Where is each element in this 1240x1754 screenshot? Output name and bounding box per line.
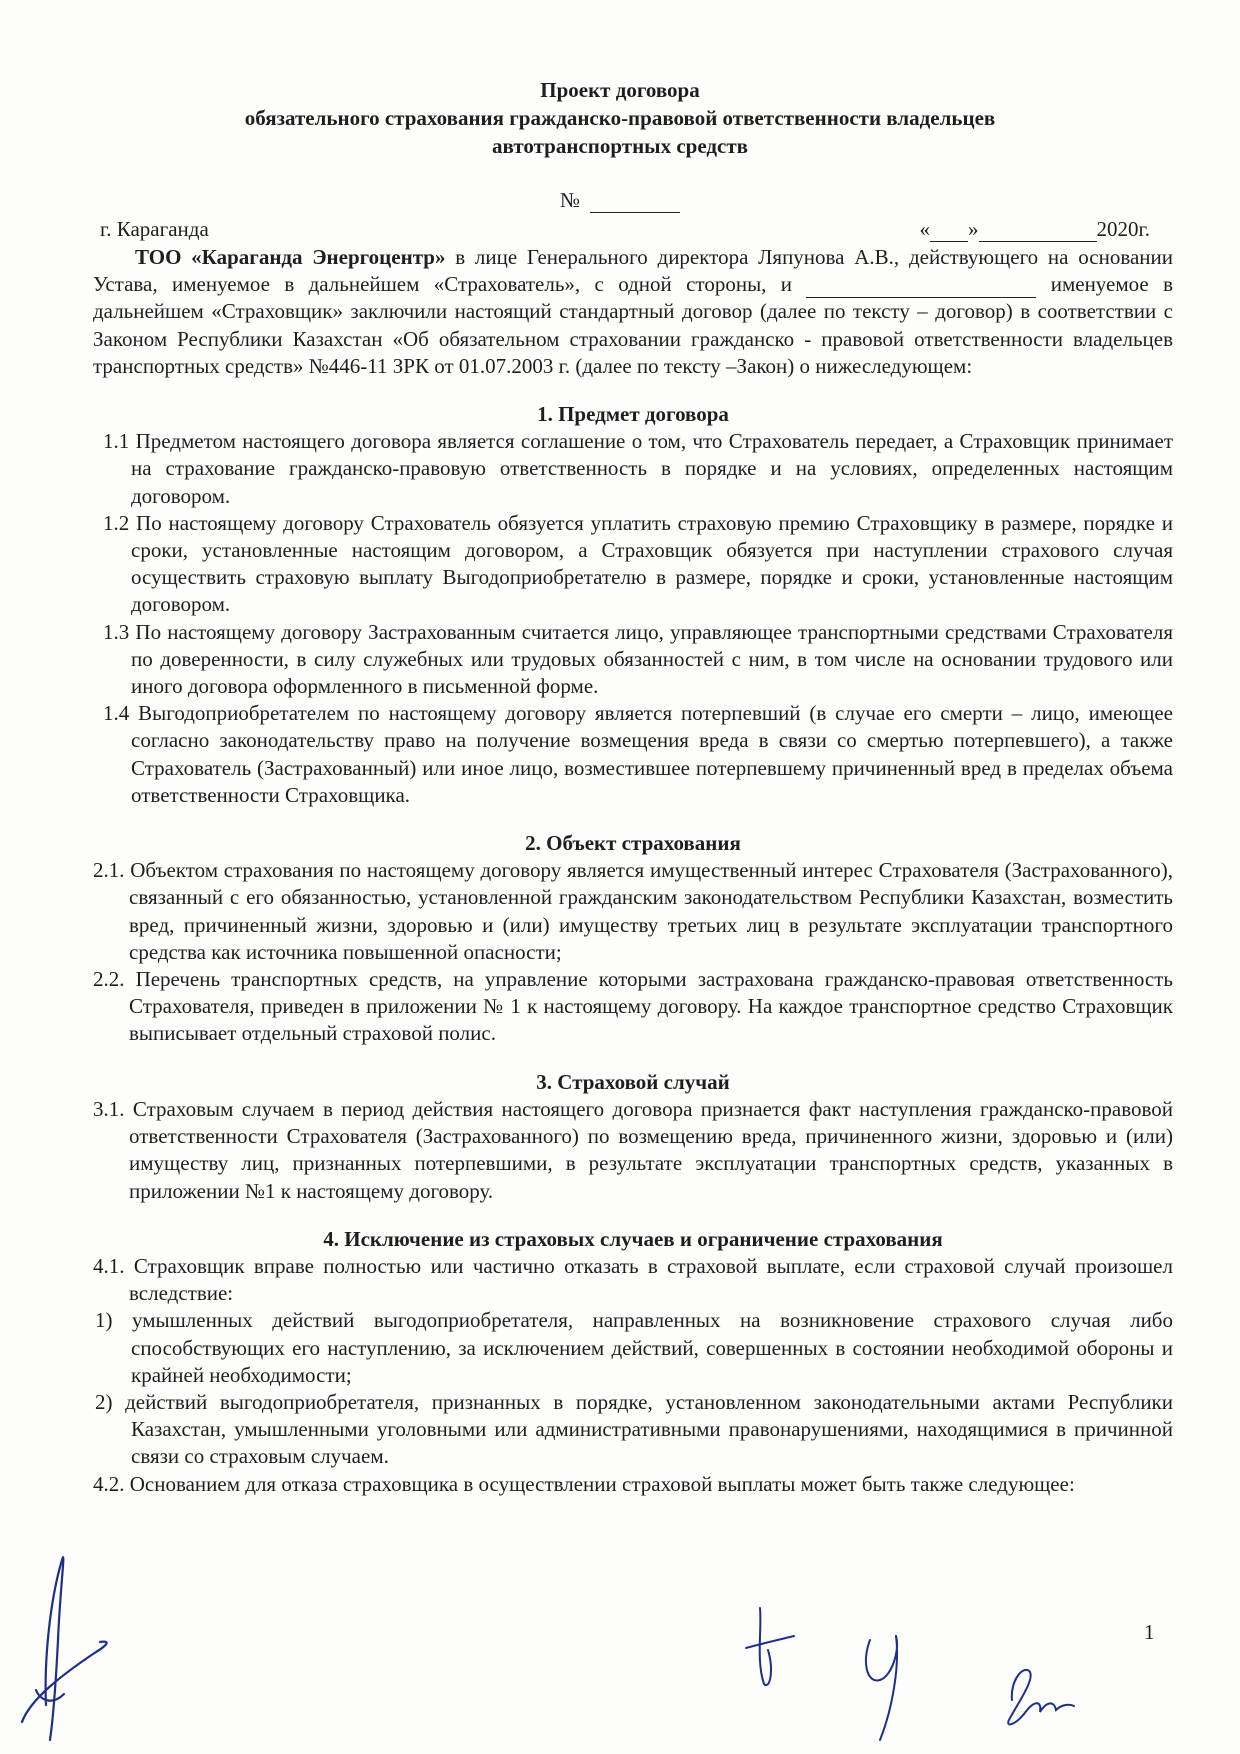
date-year: 2020г. [1096,217,1150,241]
clause-1-1: 1.1 Предметом настоящего договора является соглашение о том, что Страхователь передает, а Страховщик принимает на страхование гражданско-правовую ответственность в порядке и на условиях, определенных настоящим договором. [103,429,1173,508]
section-2-heading: 2. Объект страхования [525,831,741,856]
clause-2-2: 2.2. Перечень транспортных средств, на управление которыми застрахована гражданско-правовая ответственность Страхователя, приведен в приложении № 1 к настоящему договору. На каждое транспортное средство Страховщик выписывает отдельный страховой полис. [93,967,1173,1046]
bottom-signature-1 [746,1608,794,1685]
clause-1-2: 1.2 По настоящему договору Страхователь обязуется уплатить страховую премию Страховщику в размере, порядке и сроки, установленные настоящим договором, а Страховщик обязуется при наступлении страхового случая осуществить страховую выплату Выгодоприобретателю в размере, порядке и сроки, установленные настоящим договором. [103,510,1173,617]
title-line-3: автотранспортных средств [492,134,748,158]
bottom-signature-2 [866,1636,897,1740]
section-3-heading: 3. Страховой случай [536,1069,730,1094]
page-number: 1 [1144,1620,1155,1644]
clause-4-2: 4.2. Основанием для отказа страховщика в осуществлении страховой выплаты может быть также следующее: [93,1471,1075,1496]
section-1-heading: 1. Предмет договора [537,402,729,427]
clause-4-1-2: 2) действий выгодоприобретателя, признанных в порядке, установленном законодательными актами Республики Казахстан, умышленными уголовными или административными правонарушениями, находящимися в причинной связи со страховым случаем. [95,1389,1173,1469]
intro-text-2: именуемое в дальнейшем «Страховщик» заключили настоящий стандартный договор (далее по тексту – договор) в соответствии с Законом Республики Казахстан «Об обязательном страховании гражданско - правовой ответственности владельцев транспортных средств» №446-11 ЗРК от 01.07.2003 г. (далее по тексту –Закон) о нижеследующем: [93,272,1173,378]
left-margin-signature [22,1557,107,1740]
clause-2-1: 2.1. Объектом страхования по настоящему договору является имущественный интерес Страхователя (Застрахованного), связанный с его обязанностью, установленной гражданским законодательством Республики Казахстан, возместить вред, причиненный жизни, здоровью и (или) имуществу третьих лиц в результате эксплуатации транспортного средства как источника повышенной опасности; [93,858,1173,964]
section-4-heading: 4. Исключение из страховых случаев и ограничение страхования [323,1226,943,1251]
date-close-quote: » [968,217,979,241]
city: г. Караганда [100,217,209,241]
title-line-2: обязательного страхования гражданско-правовой ответственности владельцев [244,106,996,130]
clause-4-1: 4.1. Страховщик вправе полностью или частично отказать в страховой выплате, если страховой случай произошел вследствие: [93,1253,1173,1306]
policyholder-name: ТОО «Караганда Энергоцентр» [135,245,446,269]
clause-3-1: 3.1. Страховым случаем в период действия настоящего договора признается факт наступления гражданско-правовой ответственности Страхователя (Застрахованного) по возмещению вреда, причиненного жизни, здоровью и (или) имуществу лиц, признанных потерпевшими, в результате эксплуатации транспортных средств, указанных в приложении №1 к настоящему договору. [93,1096,1173,1203]
clause-1-4: 1.4 Выгодоприобретателем по настоящему договору является потерпевший (в случае его смерти – лицо, имеющее согласно законодательству право на получение возмещения вреда в связи со смертью потерпевшего), а также Страхователь (Застрахованный) или иное лицо, возместившее потерпевшему причиненный вред в пределах объема ответственности Страховщика. [103,701,1173,807]
bottom-signature-3 [1008,1670,1074,1725]
clause-4-1-1: 1) умышленных действий выгодоприобретателя, направленных на возникновение страхового случая либо способствующих его наступлению, за исключением действий, совершенных в состоянии необходимой обороны и крайней необходимости; [95,1308,1173,1387]
number-label: № [559,188,581,212]
date-open-quote: « [919,217,930,241]
intro-text-1: в лице Генерального директора Ляпунова А.В., действующего на основании Устава, именуемое в дальнейшем «Страхователь», с одной стороны, и [93,245,1173,297]
clause-1-3: 1.3 По настоящему договору Застрахованным считается лицо, управляющее транспортными средствами Страхователя по доверенности, в силу служебных или трудовых обязанностей с ним, в том числе на основании трудового или иного договора оформленного в письменной форме. [103,619,1173,699]
title-line-1: Проект договора [540,78,700,102]
